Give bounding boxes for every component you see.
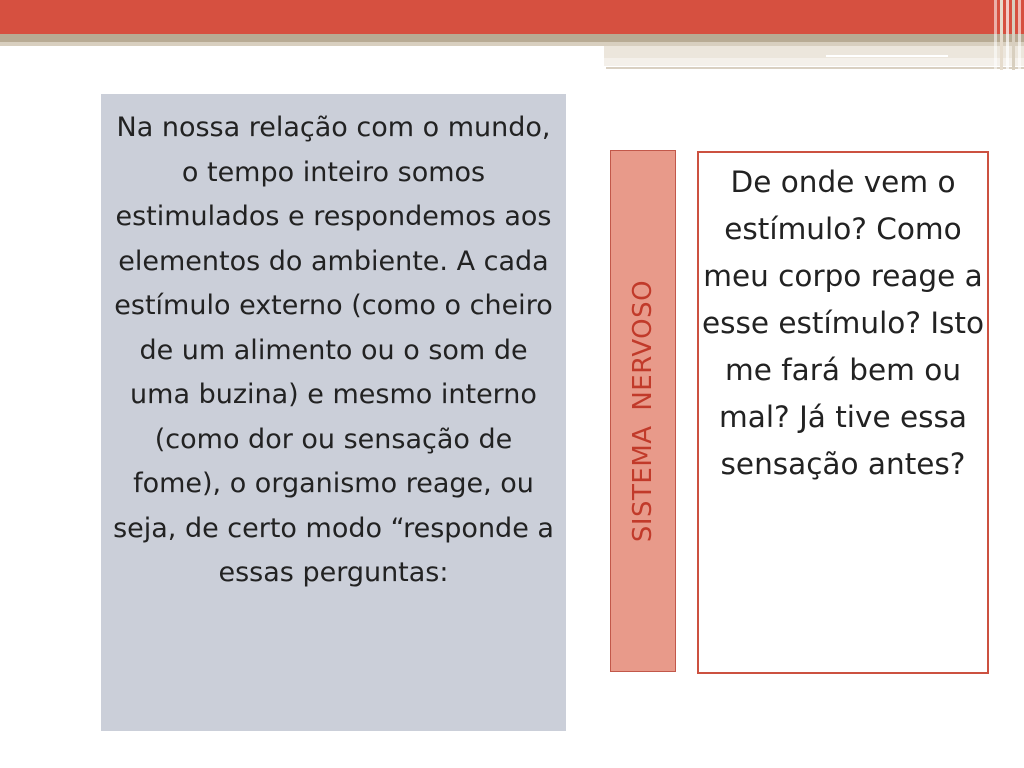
intro-text-panel xyxy=(101,94,566,731)
header-vertical-stripe xyxy=(1006,0,1009,72)
header-decoration xyxy=(0,0,1024,76)
intro-paragraph: Na nossa relação com o mundo, o tempo inteiro somos estimulados e respondemos aos elementos do ambiente. A cada estímulo externo (como o cheiro de um alimento ou o som de uma buzina) e mesmo interno (como dor ou sensação de fome), o organismo reage, ou seja, de certo modo “responde a essas perguntas: xyxy=(113,112,554,588)
header-vertical-stripe xyxy=(1018,0,1021,72)
header-red-band xyxy=(0,0,1024,34)
header-vertical-stripe xyxy=(1000,0,1003,70)
questions-text: De onde vem o estímulo? Como meu corpo reage a esse estímulo? Isto me fará bem ou mal? Já tive essa sensação antes? xyxy=(701,165,985,481)
topic-vertical-label: SISTEMA NERVOSO xyxy=(628,279,658,543)
header-vertical-stripe xyxy=(1012,0,1015,70)
header-step-line xyxy=(606,67,1024,69)
header-vertical-stripe xyxy=(994,0,997,72)
topic-label-panel xyxy=(610,150,676,672)
header-step-line-highlight xyxy=(826,55,948,57)
header-step-band-light xyxy=(604,58,1024,66)
questions-panel xyxy=(697,151,989,674)
header-step-band xyxy=(604,46,1024,58)
header-taupe-band xyxy=(0,34,1024,42)
